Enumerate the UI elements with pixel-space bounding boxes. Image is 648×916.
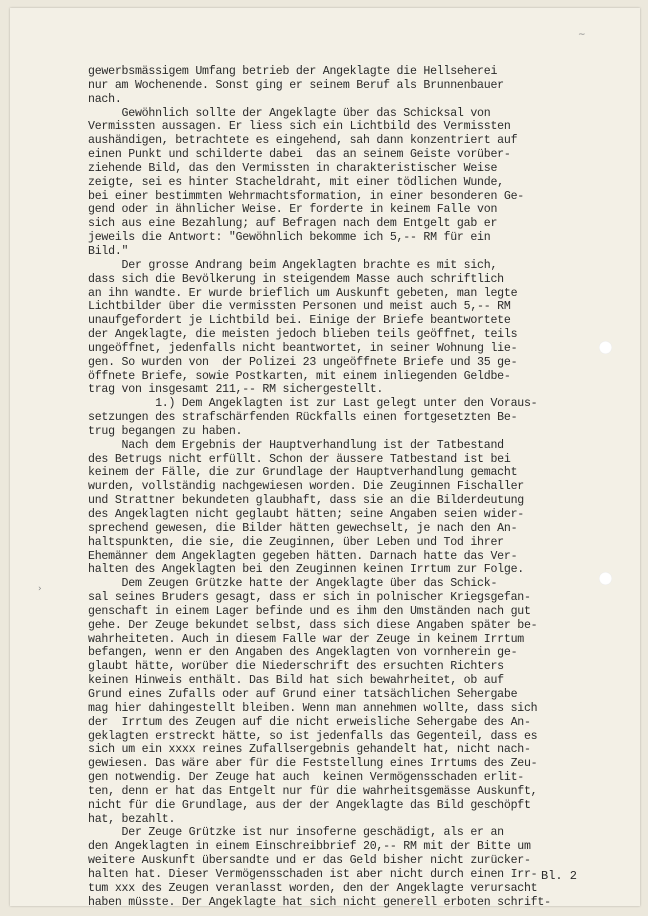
document-page [10, 8, 640, 909]
text-line: tum xxx des Zeugen veranlasst worden, den der Angeklagte verursacht [88, 881, 538, 895]
text-line: gehe. Der Zeuge bekundet selbst, dass sich diese Angaben später be- [88, 618, 538, 632]
text-line: Bild." [88, 244, 129, 258]
text-line: wahrheiteten. Auch in diesem Falle war der Zeuge in keinem Irrtum [88, 632, 524, 646]
text-line: trug begangen zu haben. [88, 424, 243, 438]
text-line: des Betrugs nicht erfüllt. Schon der äussere Tatbestand ist bei [88, 452, 511, 466]
text-line: nach. [88, 92, 122, 106]
text-line: unaufgefordert je Lichtbild bei. Einige der Briefe beantwortete [88, 314, 511, 328]
text-line: sich aus eine Bezahlung; auf Befragen nach dem Entgelt gab er [88, 217, 498, 231]
text-line: setzungen des strafschärfenden Rückfalls einen fortgesetzten Be- [88, 411, 518, 425]
text-line: dass sich die Bevölkerung in steigendem Masse auch schriftlich [88, 272, 504, 286]
text-line: Der Zeuge Grützke ist nur insoferne geschädigt, als er an [88, 826, 504, 840]
text-line: aushändigen, betrachtete es eingehend, sah dann konzentriert auf [88, 134, 518, 148]
text-line: geklagten erstreckt hätte, so ist jedenfalls das Gegenteil, dass es [88, 729, 538, 743]
text-line: und Strattner bekundeten glaubhaft, dass sie an die Bilderdeutung [88, 494, 524, 508]
text-line: gen notwendig. Der Zeuge hat auch keinen Vermögensschaden erlit- [88, 771, 524, 785]
text-line: Gewöhnlich sollte der Angeklagte über das Schicksal von [88, 106, 491, 120]
text-line: sich um ein xxxx reines Zufallsergebnis gehandelt hat, nicht nach- [88, 743, 531, 757]
page-number: Bl. 2 [541, 869, 578, 883]
text-line: jeweils die Antwort: "Gewöhnlich bekomme ich 5,-- RM für ein [88, 231, 491, 245]
text-line: halten hat. Dieser Vermögensschaden ist aber nicht durch einen Irr- [88, 867, 538, 881]
text-line: öffnete Briefe, sowie Postkarten, mit einem inliegenden Geldbe- [88, 369, 511, 383]
text-line: den Angeklagten in einem Einschreibbrief 20,-- RM mit der Bitte um [88, 840, 531, 854]
text-line: Nach dem Ergebnis der Hauptverhandlung ist der Tatbestand [88, 438, 504, 452]
text-line: halten des Angeklagten bei den Zeuginnen keinen Irrtum zur Folge. [88, 563, 524, 577]
text-line: keinem der Fälle, die zur Grundlage der Hauptverhandlung gemacht [88, 466, 518, 480]
text-line: ziehende Bild, das den Vermissten in charakteristischer Weise [88, 161, 498, 175]
text-line: weitere Auskunft übersandte und er das Geld bisher nicht zurücker- [88, 854, 531, 868]
text-line: gewerbsmässigem Umfang betrieb der Angeklagte die Hellseherei [88, 65, 498, 78]
text-line: einen Punkt und schilderte dabei das an seinem Geiste vorüber- [88, 148, 511, 162]
text-line: der Irrtum des Zeugen auf die nicht erweisliche Sehergabe des An- [88, 715, 531, 729]
text-line: trag von insgesamt 211,-- RM sichergestellt. [88, 383, 384, 397]
text-line: Ehemänner dem Angeklagten gegeben hätten. Darnach hatte das Ver- [88, 549, 518, 563]
text-line: befangen, wenn er den Angaben des Angeklagten von vornherein ge- [88, 646, 518, 660]
text-line: ten, denn er hat das Entgelt nur für die wahrheitsgemässe Auskunft, [88, 784, 538, 798]
text-line: hat, bezahlt. [88, 812, 176, 826]
text-line: an ihn wandte. Er wurde brieflich um Auskunft gebeten, man legte [88, 286, 518, 300]
text-line: sal seines Bruders gesagt, dass er sich in polnischer Kriegsgefan- [88, 591, 531, 605]
margin-mark-left-icon: › [38, 584, 42, 594]
text-line: sprechend gewesen, die Bilder hätten gewechselt, je nach den An- [88, 521, 518, 535]
text-line: Der grosse Andrang beim Angeklagten brachte es mit sich, [88, 258, 498, 272]
text-line: haltspunkten, die sie, die Zeuginnen, über Leben und Tod ihrer [88, 535, 504, 549]
text-line: glaubt hätte, worüber die Niederschrift des ersuchten Richters [88, 660, 504, 674]
text-line: zeigte, sei es hinter Stacheldraht, mit einer tödlichen Wunde, [88, 175, 504, 189]
text-line: Dem Zeugen Grützke hatte der Angeklagte über das Schick- [88, 577, 498, 591]
text-line: keinen Hinweis enthält. Das Bild hat sich bewahrheitet, ob auf [88, 674, 504, 688]
text-line: gen. So wurden von der Polizei 23 ungeöffnete Briefe und 35 ge- [88, 355, 518, 369]
text-line: Grund eines Zufalls oder auf Grund einer tatsächlichen Sehergabe [88, 687, 518, 701]
text-line: der Angeklagte, die meisten jedoch blieben teils geöffnet, teils [88, 328, 518, 342]
text-line: nicht für die Grundlage, aus der der Angeklagte das Bild geschöpft [88, 798, 531, 812]
text-line: genschaft in einem Lager befinde und es ihm den Umständen nach gut [88, 604, 531, 618]
document-body [88, 65, 648, 909]
text-line: ungeöffnet, jedenfalls nicht beantwortet, in seiner Wohnung lie- [88, 341, 518, 355]
text-line: Vermissten aussagen. Er liess sich ein Lichtbild des Vermissten [88, 120, 511, 134]
text-line: bei einer bestimmten Wehrmachtsformation, in einer besonderen Ge- [88, 189, 524, 203]
text-line: haben müsste. Der Angeklagte hat sich nicht generell erboten schrift- [88, 895, 551, 909]
text-line: wurden, vollständig nachgewiesen worden. Die Zeuginnen Fischaller [88, 480, 524, 494]
margin-mark-icon: ~ [578, 30, 586, 40]
text-line: gewiesen. Das wäre aber für die Feststellung eines Irrtums des Zeu- [88, 757, 538, 771]
text-line: gend oder in ähnlicher Weise. Er forderte in keinem Falle von [88, 203, 498, 217]
text-line: des Angeklagten nicht geglaubt hätten; seine Angaben seien wider- [88, 508, 524, 521]
text-line: mag hier dahingestellt bleiben. Wenn man annehmen wollte, dass sich [88, 701, 538, 715]
text-line: Lichtbilder über die vermissten Personen und meist auch 5,-- RM [88, 300, 511, 314]
text-line: nur am Wochenende. Sonst ging er seinem Beruf als Brunnenbauer [88, 78, 504, 92]
text-line: 1.) Dem Angeklagten ist zur Last gelegt unter den Voraus- [88, 397, 538, 411]
